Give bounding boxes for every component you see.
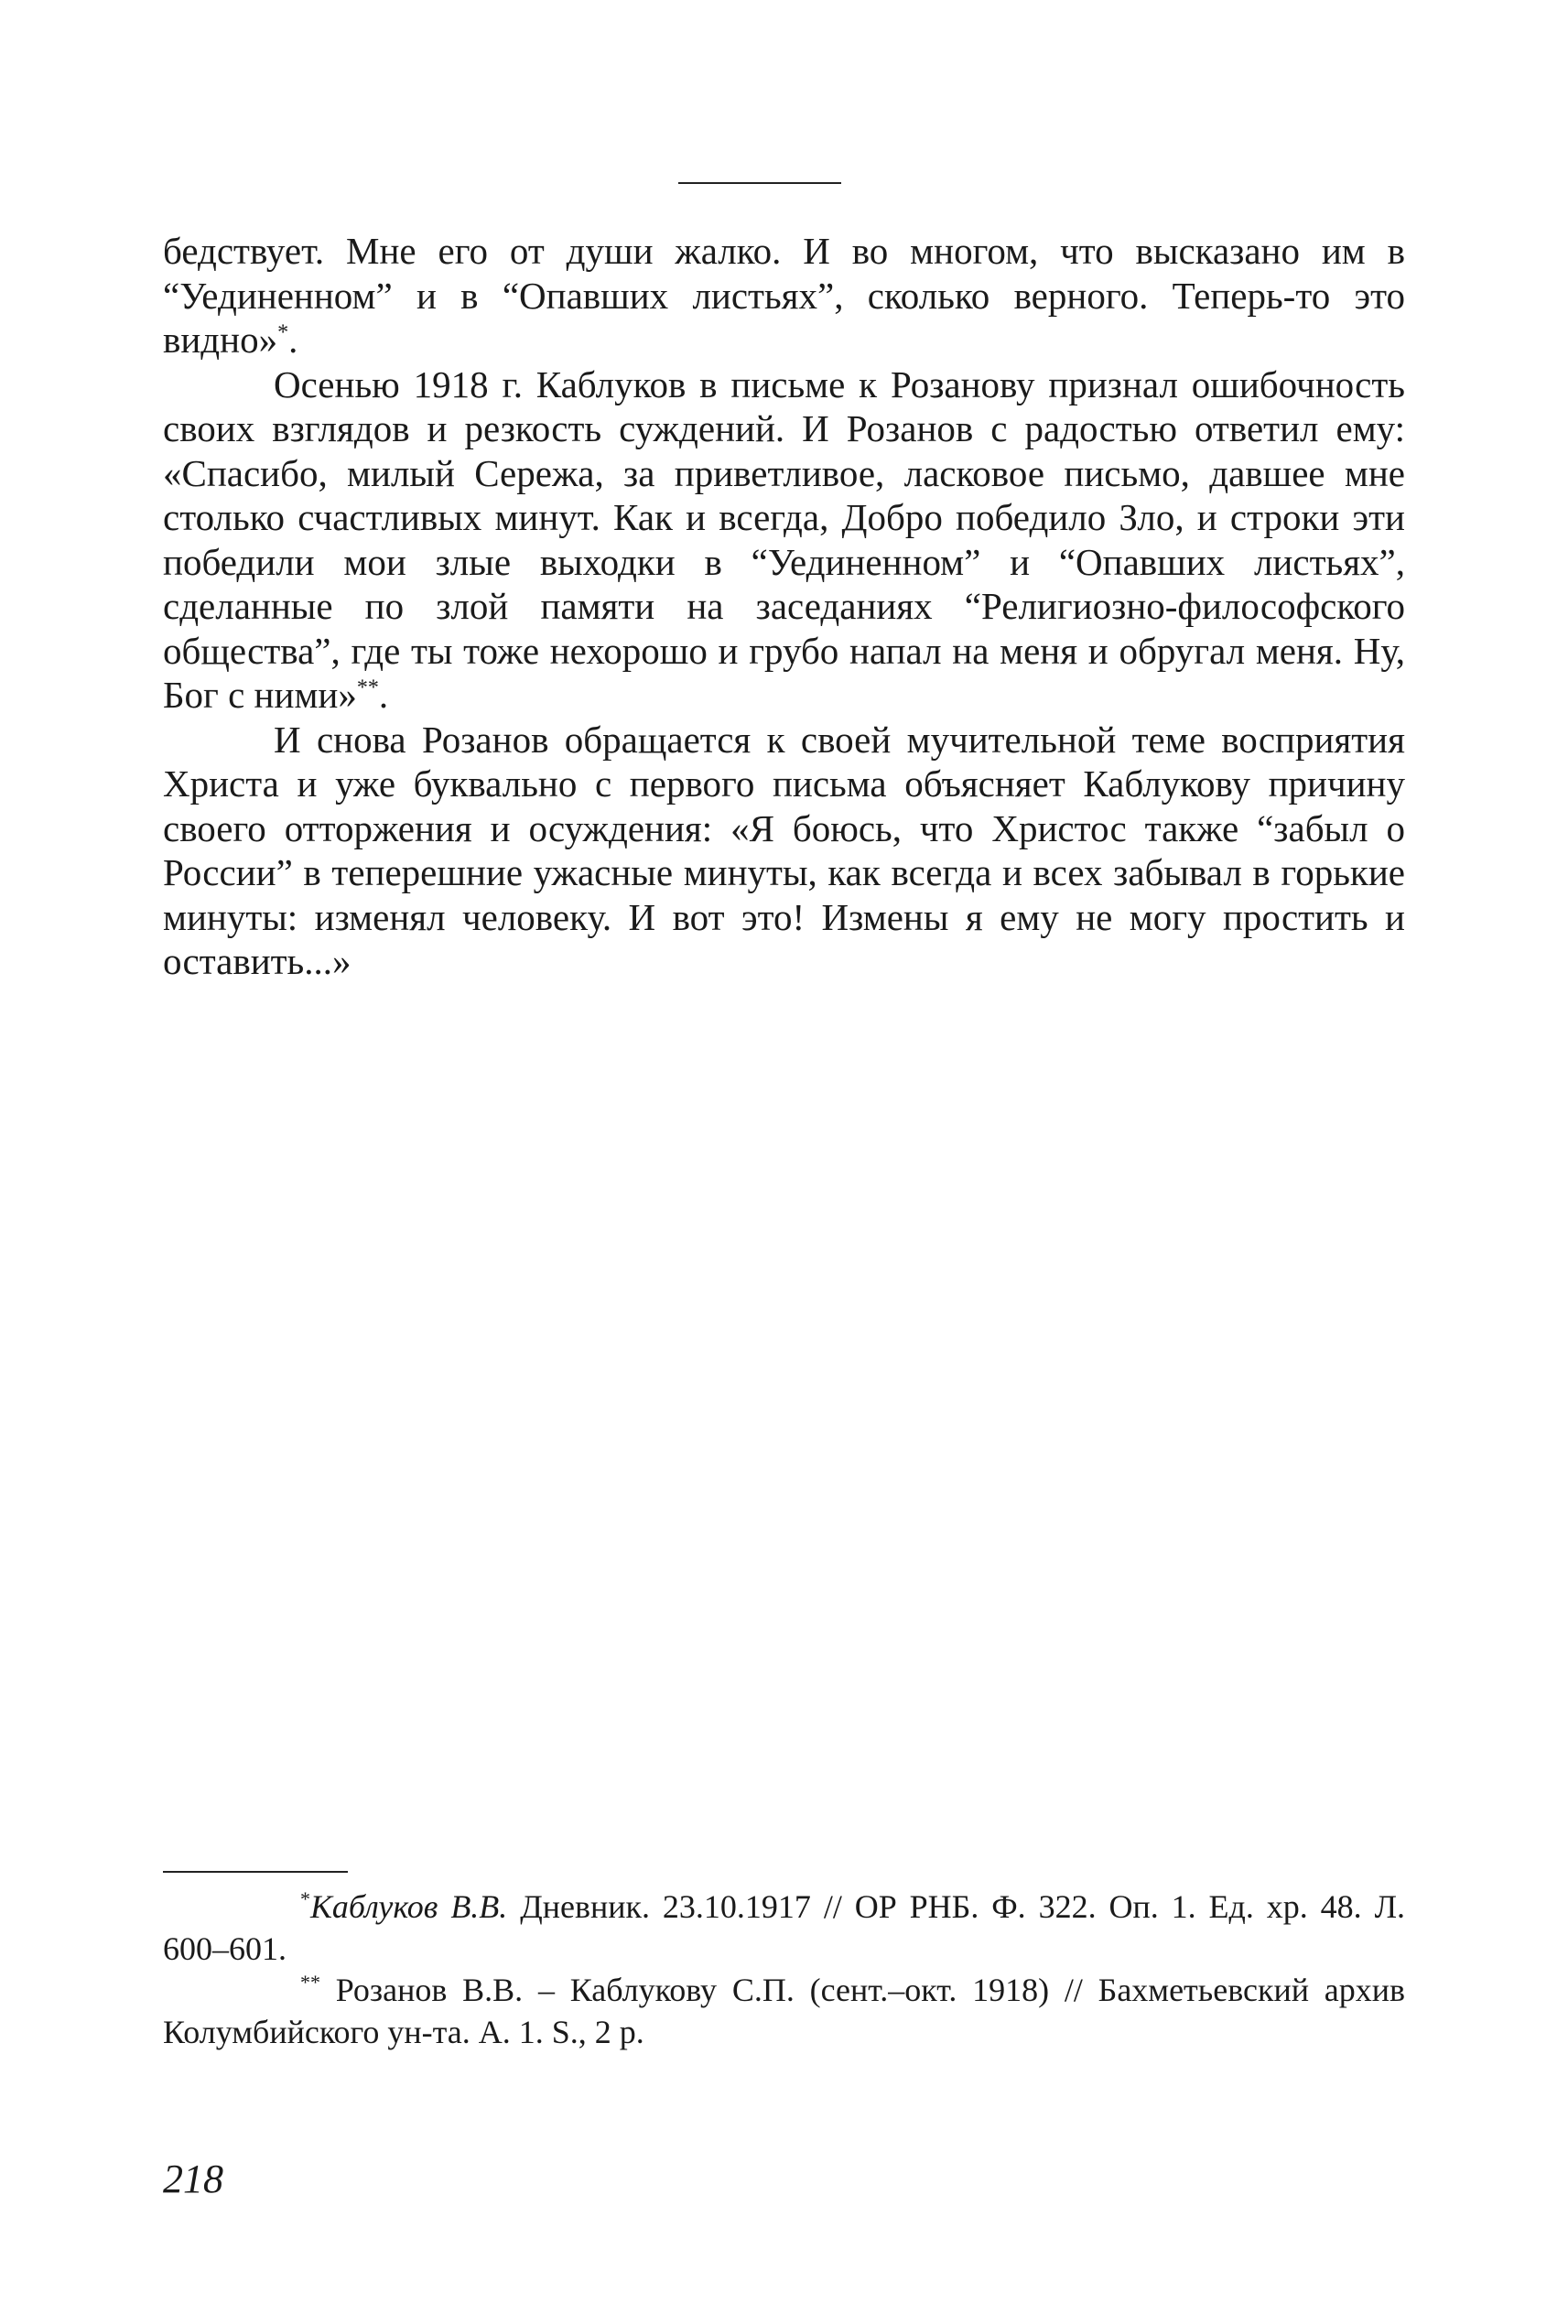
footnote-text: Розанов В.В. – Каблукову С.П. (сент.–окт. 1918) // Бахметьевский архив Колумбийского ун-та. А. 1. S., 2 р. [163, 1972, 1405, 2050]
footnote-1 [163, 1886, 1405, 1970]
top-divider [678, 182, 841, 184]
paragraph-text: бедствует. Мне его от души жалко. И во многом, что высказано им в “Уединенном” и в “Опавших листьях”, сколько верного. Теперь-то это видно» [163, 230, 1405, 361]
footnote-ref: ** [356, 676, 379, 700]
page-number: 218 [163, 2156, 223, 2201]
paragraph-text: Осенью 1918 г. Каблуков в письме к Розанову признал ошибочность своих взглядов и резкость суждений. И Розанов с радостью ответил ему: «Спасибо, милый Сережа, за приветливое, ласковое письмо, давшее мне столько счастливых минут. Как и всегда, Добро победило Зло, и строки эти победили мои злые выходки в “Уединенном” и “Опавших листьях”, сделанные по злой памяти на заседаниях “Религиозно-философского общества”, где ты тоже нехорошо и грубо напал на меня и обругал меня. Ну, Бог с ними» [163, 362, 1405, 716]
footnote-mark: * [300, 1887, 310, 1910]
paragraph-2 [163, 362, 1405, 718]
paragraph-3 [163, 718, 1405, 984]
main-text [163, 229, 1405, 984]
footnote-text: Дневник. 23.10.1917 // ОР РНБ. Ф. 322. Оп. 1. Ед. хр. 48. Л. 600–601. [163, 1888, 1405, 1967]
footnote-author: Каблуков В.В. [310, 1888, 508, 1925]
paragraph-tail: . [288, 319, 298, 361]
paragraph-1 [163, 229, 1405, 362]
paragraph-tail: . [378, 674, 389, 716]
footnotes [163, 1886, 1405, 2053]
footnote-2 [163, 1970, 1405, 2053]
paragraph-text: И снова Розанов обращается к своей мучительной теме восприятия Христа и уже буквально с первого письма объясняет Каблукову причину своего отторжения и осуждения: «Я боюсь, что Христос также “забыл о России” в теперешние ужасные минуты, как всегда и всех забывал в горькие минуты: изменял человеку. И вот это! Измены я ему не могу простить и оставить...» [163, 718, 1405, 982]
footnote-ref: * [277, 320, 289, 345]
footnote-mark: ** [300, 1971, 320, 1994]
footnote-divider [163, 1871, 348, 1873]
